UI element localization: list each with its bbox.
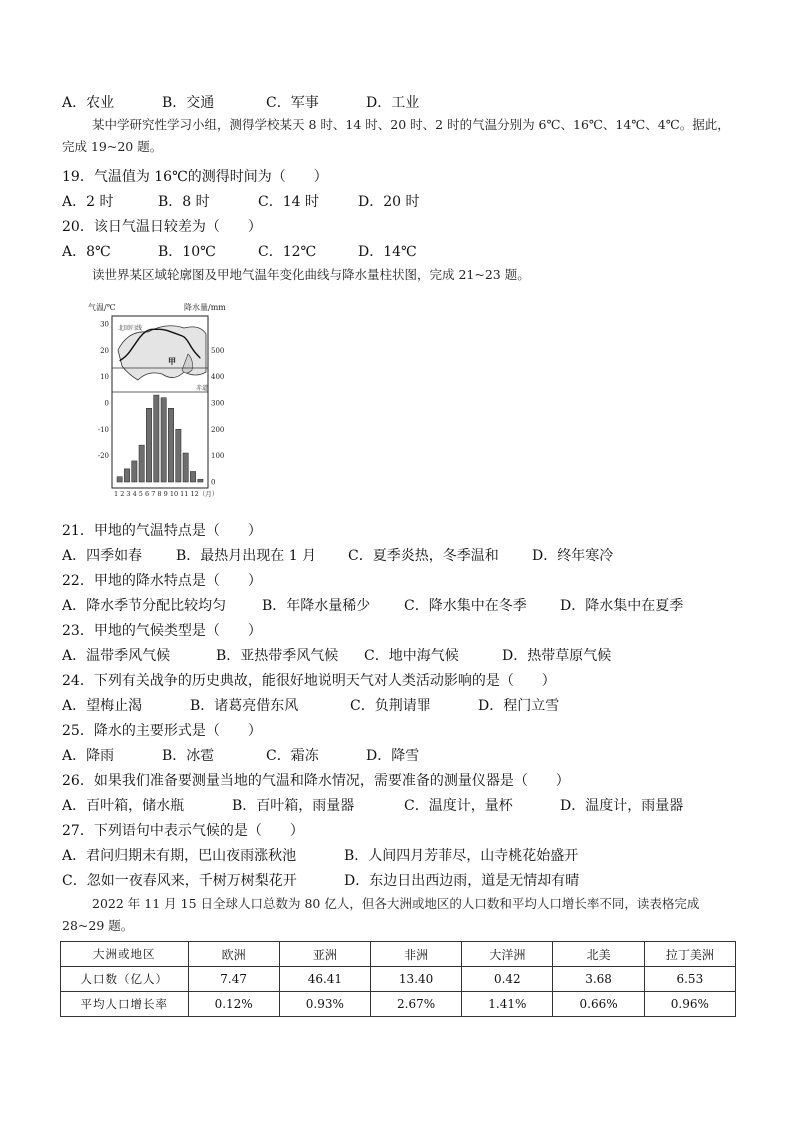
- q26-stem: 26．如果我们准备要测量当地的气温和降水情况，需要准备的测量仪器是（ ）: [62, 773, 570, 789]
- table-header-cell: 大洋洲: [462, 942, 553, 967]
- table-header-cell: 欧洲: [188, 942, 279, 967]
- precip-bar: [190, 471, 195, 482]
- q18-option-d[interactable]: D．工业: [366, 95, 420, 111]
- q18-option-b[interactable]: B．交通: [162, 95, 215, 111]
- precip-bar: [139, 445, 144, 482]
- precip-bar: [176, 429, 181, 482]
- q21-option-a[interactable]: A．四季如春: [62, 548, 143, 564]
- precip-bar: [146, 408, 151, 482]
- left-tick-label: 20: [100, 346, 109, 355]
- precip-bars: [117, 395, 203, 482]
- q19-option-b[interactable]: B．8 时: [158, 194, 210, 210]
- q23-option-a[interactable]: A．温带季风气候: [62, 648, 171, 664]
- q27-option-c[interactable]: C．忽如一夜春风来，千树万树梨花开: [62, 873, 297, 889]
- table-cell: 7.47: [188, 967, 279, 992]
- q20-option-c[interactable]: C．12℃: [258, 244, 317, 260]
- precip-bar: [161, 398, 166, 482]
- precip-bar: [154, 395, 159, 482]
- q24-option-b[interactable]: B．诸葛亮借东风: [190, 698, 299, 714]
- precip-bar: [198, 479, 203, 482]
- table-cell: 46.41: [279, 967, 370, 992]
- left-tick-label: 10: [100, 373, 109, 382]
- q19-option-a[interactable]: A．2 时: [62, 194, 114, 210]
- q23-option-b[interactable]: B．亚热带季风气候: [216, 648, 339, 664]
- intro-19-20: 某中学研究性学习小组，测得学校某天 8 时、14 时、20 时、2 时的气温分别为 6℃、16℃、14℃、4℃。据此，完成 19~20 题。: [62, 117, 730, 154]
- table-cell: 3.68: [553, 967, 644, 992]
- table-cell: 1.41%: [462, 992, 553, 1017]
- left-axis-label: 气温/℃: [88, 303, 116, 312]
- q20-option-b[interactable]: B．10℃: [158, 244, 216, 260]
- q23-stem: 23．甲地的气候类型是（ ）: [62, 623, 262, 639]
- precip-bar: [168, 408, 173, 482]
- right-tick-label: 400: [211, 373, 225, 382]
- q21-option-b[interactable]: B．最热月出现在 1 月: [176, 548, 317, 564]
- precip-bar: [132, 461, 137, 482]
- table-row: [61, 992, 736, 1017]
- climate-figure: [88, 300, 238, 498]
- map-label-north: 北回归线: [118, 325, 143, 332]
- q22-option-a[interactable]: A．降水季节分配比较均匀: [62, 598, 227, 614]
- q23-option-c[interactable]: C．地中海气候: [364, 648, 459, 664]
- left-tick-label: 0: [104, 399, 109, 408]
- q19-stem: 19．气温值为 16℃的测得时间为（ ）: [62, 169, 328, 185]
- left-tick-labels: [98, 321, 109, 461]
- q20-option-a[interactable]: A．8℃: [62, 244, 111, 260]
- q24-option-a[interactable]: A．望梅止渴: [62, 698, 143, 714]
- table-header-cell: 亚洲: [279, 942, 370, 967]
- q21-option-d[interactable]: D．终年寒冷: [532, 548, 614, 564]
- q26-option-b[interactable]: B．百叶箱，雨量器: [232, 798, 355, 814]
- table-header-row: [61, 942, 736, 967]
- table-cell: 平均人口增长率: [61, 992, 189, 1017]
- q27-option-b[interactable]: B．人间四月芳菲尽，山寺桃花始盛开: [344, 848, 579, 864]
- population-table: [60, 941, 736, 1017]
- q25-option-c[interactable]: C．霜冻: [266, 748, 319, 764]
- right-tick-label: 300: [211, 399, 225, 408]
- q26-option-d[interactable]: D．温度计，雨量器: [560, 798, 684, 814]
- q26-option-c[interactable]: C．温度计，量杯: [404, 798, 513, 814]
- q22-stem: 22．甲地的降水特点是（ ）: [62, 573, 262, 589]
- table-cell: 0.42: [462, 967, 553, 992]
- left-tick-label: -20: [97, 452, 109, 461]
- q19-option-d[interactable]: D．20 时: [358, 194, 420, 210]
- q21-option-c[interactable]: C．夏季炎热，冬季温和: [348, 548, 499, 564]
- q19-option-c[interactable]: C．14 时: [258, 194, 319, 210]
- q25-stem: 25．降水的主要形式是（ ）: [62, 723, 262, 739]
- table-cell: 0.93%: [279, 992, 370, 1017]
- table-header-cell: 大洲或地区: [61, 942, 189, 967]
- q25-option-d[interactable]: D．降雪: [366, 748, 420, 764]
- table-row: [61, 967, 736, 992]
- right-axis-label: 降水量/mm: [184, 303, 226, 312]
- q22-option-b[interactable]: B．年降水量稀少: [262, 598, 371, 614]
- precip-bar: [117, 477, 122, 482]
- q20-stem: 20．该日气温日较差为（ ）: [62, 219, 262, 235]
- q21-stem: 21．甲地的气温特点是（ ）: [62, 523, 262, 539]
- q24-stem: 24．下列有关战争的历史典故，能很好地说明天气对人类活动影响的是（ ）: [62, 673, 556, 689]
- q23-option-d[interactable]: D．热带草原气候: [502, 648, 612, 664]
- q22-option-d[interactable]: D．降水集中在夏季: [560, 598, 684, 614]
- table-cell: 人口数（亿人）: [61, 967, 189, 992]
- right-tick-label: 0: [211, 478, 216, 487]
- left-tick-label: -10: [97, 425, 109, 434]
- q25-option-a[interactable]: A．降雨: [62, 748, 115, 764]
- right-tick-label: 100: [211, 452, 225, 461]
- right-tick-labels: [211, 347, 224, 487]
- q24-option-d[interactable]: D．程门立雪: [478, 698, 560, 714]
- left-tick-label: 30: [100, 320, 109, 329]
- q20-option-d[interactable]: D．14℃: [358, 244, 417, 260]
- q27-option-a[interactable]: A．君问归期未有期，巴山夜雨涨秋池: [62, 848, 297, 864]
- q18-option-c[interactable]: C．军事: [266, 95, 319, 111]
- q27-stem: 27．下列语句中表示气候的是（ ）: [62, 823, 304, 839]
- table-cell: 6.53: [644, 967, 735, 992]
- table-cell: 13.40: [370, 967, 461, 992]
- map-label-south: 赤道: [196, 385, 209, 392]
- table-header-cell: 非洲: [370, 942, 461, 967]
- q22-option-c[interactable]: C．降水集中在冬季: [404, 598, 527, 614]
- intro-21-23: 读世界某区域轮廓图及甲地气温年变化曲线与降水量柱状图，完成 21~23 题。: [92, 267, 530, 282]
- right-tick-label: 200: [211, 425, 225, 434]
- q24-option-c[interactable]: C．负荆请罪: [350, 698, 431, 714]
- table-header-cell: 北美: [553, 942, 644, 967]
- table-cell: 2.67%: [370, 992, 461, 1017]
- map-landmass: [118, 326, 206, 380]
- precip-bar: [183, 453, 188, 482]
- table-cell: 0.66%: [553, 992, 644, 1017]
- table-header-cell: 拉丁美洲: [644, 942, 735, 967]
- right-tick-label: 500: [211, 346, 225, 355]
- table-cell: 0.96%: [644, 992, 735, 1017]
- intro-28-29: 2022 年 11 月 15 日全球人口总数为 80 亿人，但各大洲或地区的人口数和平均人口增长率不同，读表格完成 28~29 题。: [62, 896, 700, 933]
- map-label-place: 甲: [168, 356, 176, 366]
- month-ticks: 1 2 3 4 5 6 7 8 9 10 11 12（月）: [114, 490, 219, 498]
- q27-option-d[interactable]: D．东边日出西边雨，道是无情却有晴: [344, 873, 580, 889]
- q26-option-a[interactable]: A．百叶箱，储水瓶: [62, 798, 185, 814]
- table-cell: 0.12%: [188, 992, 279, 1017]
- q18-option-a[interactable]: A．农业: [62, 95, 115, 111]
- precip-bar: [124, 469, 129, 482]
- climate-chart: [88, 300, 238, 498]
- q25-option-b[interactable]: B．冰雹: [162, 748, 215, 764]
